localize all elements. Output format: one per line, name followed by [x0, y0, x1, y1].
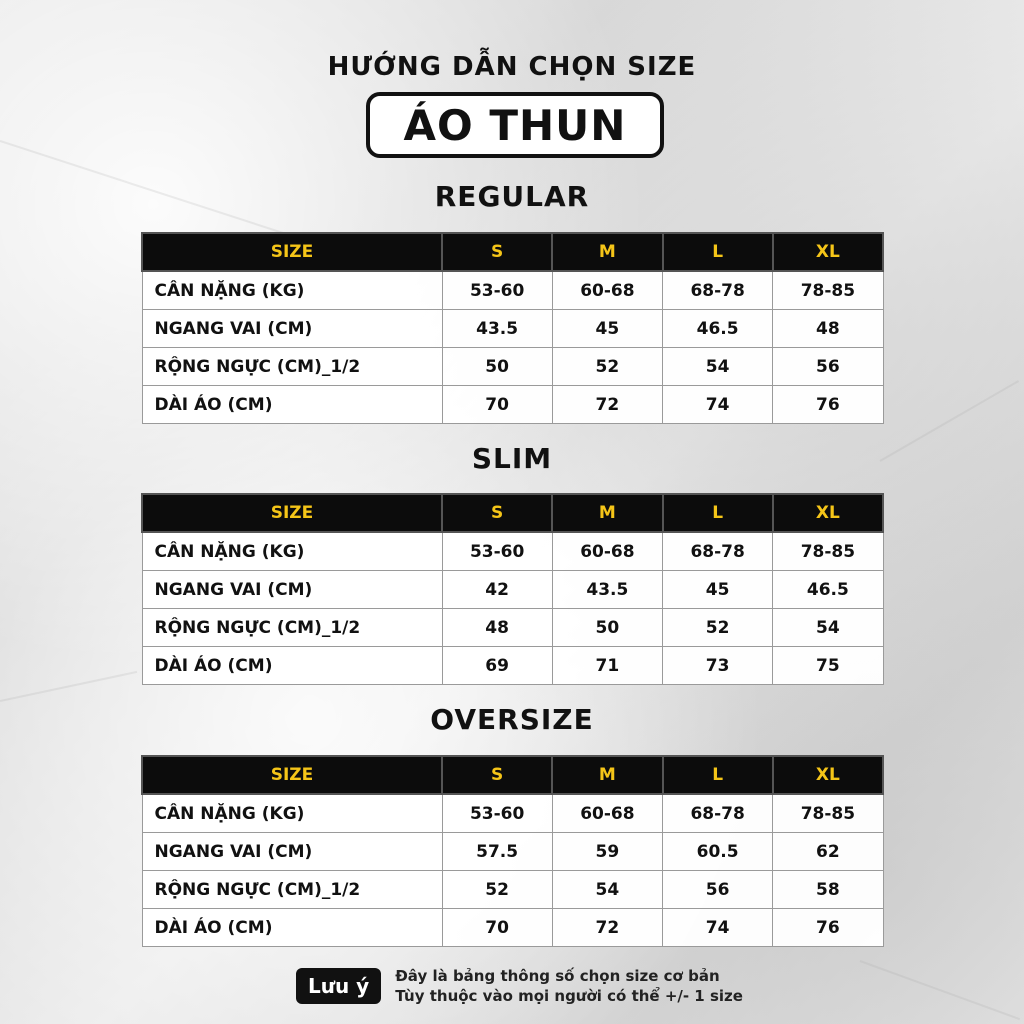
table-row: [142, 794, 883, 833]
table-cell: 43.5: [442, 310, 552, 348]
row-label: DÀI ÁO (CM): [142, 647, 442, 685]
table-cell: 59: [552, 833, 662, 871]
table-cell: 45: [552, 310, 662, 348]
table-header-row: [142, 233, 883, 271]
page-title-box: [366, 92, 664, 158]
table-cell: 58: [773, 871, 883, 909]
size-table-regular: [141, 232, 884, 424]
note-line: Tùy thuộc vào mọi người có thể +/- 1 size: [395, 987, 743, 1005]
table-cell: 74: [663, 386, 773, 424]
row-label: RỘNG NGỰC (CM)_1/2: [142, 871, 442, 909]
row-label: RỘNG NGỰC (CM)_1/2: [142, 348, 442, 386]
table-cell: 52: [552, 348, 662, 386]
column-header: S: [442, 233, 552, 271]
table-cell: 42: [442, 571, 552, 609]
paper-crease: [860, 960, 1020, 1020]
section-title-slim: SLIM: [471, 442, 553, 475]
row-label: RỘNG NGỰC (CM)_1/2: [142, 609, 442, 647]
column-header: L: [663, 233, 773, 271]
column-header: SIZE: [142, 494, 442, 532]
table-cell: 72: [552, 909, 662, 947]
table-cell: 56: [663, 871, 773, 909]
table-header-row: [142, 494, 883, 532]
note: [296, 966, 743, 1006]
table-cell: 74: [663, 909, 773, 947]
table-cell: 68-78: [663, 271, 773, 310]
table-cell: 62: [773, 833, 883, 871]
table-cell: 78-85: [773, 794, 883, 833]
table-cell: 54: [552, 871, 662, 909]
table-cell: 48: [442, 609, 552, 647]
table-row: [142, 348, 883, 386]
table-cell: 70: [442, 386, 552, 424]
table-cell: 53-60: [442, 794, 552, 833]
table-cell: 70: [442, 909, 552, 947]
table-cell: 54: [773, 609, 883, 647]
table-cell: 57.5: [442, 833, 552, 871]
table-cell: 56: [773, 348, 883, 386]
table-cell: 72: [552, 386, 662, 424]
row-label: CÂN NẶNG (KG): [142, 794, 442, 833]
table-cell: 54: [663, 348, 773, 386]
row-label: NGANG VAI (CM): [142, 833, 442, 871]
column-header: M: [552, 233, 662, 271]
row-label: CÂN NẶNG (KG): [142, 532, 442, 571]
row-label: NGANG VAI (CM): [142, 310, 442, 348]
table-row: [142, 871, 883, 909]
table-cell: 53-60: [442, 271, 552, 310]
table-cell: 76: [773, 909, 883, 947]
table-cell: 60-68: [552, 271, 662, 310]
table-row: [142, 532, 883, 571]
column-header: SIZE: [142, 756, 442, 794]
table-cell: 78-85: [773, 271, 883, 310]
table-cell: 46.5: [663, 310, 773, 348]
table-cell: 52: [663, 609, 773, 647]
table-cell: 78-85: [773, 532, 883, 571]
table-cell: 71: [552, 647, 662, 685]
column-header: S: [442, 494, 552, 532]
size-table-slim: [141, 493, 884, 685]
table-cell: 60-68: [552, 794, 662, 833]
table-cell: 68-78: [663, 532, 773, 571]
table-row: [142, 609, 883, 647]
column-header: M: [552, 494, 662, 532]
note-badge: Lưu ý: [296, 968, 381, 1004]
table-cell: 43.5: [552, 571, 662, 609]
note-text: [395, 966, 743, 1006]
row-label: DÀI ÁO (CM): [142, 386, 442, 424]
page-subtitle: HƯỚNG DẪN CHỌN SIZE: [327, 52, 697, 82]
table-row: [142, 386, 883, 424]
section-title-oversize: OVERSIZE: [430, 703, 594, 736]
table-cell: 73: [663, 647, 773, 685]
table-cell: 69: [442, 647, 552, 685]
row-label: DÀI ÁO (CM): [142, 909, 442, 947]
table-row: [142, 571, 883, 609]
table-cell: 75: [773, 647, 883, 685]
table-cell: 50: [552, 609, 662, 647]
column-header: M: [552, 756, 662, 794]
table-row: [142, 647, 883, 685]
page-title: ÁO THUN: [403, 100, 627, 150]
column-header: SIZE: [142, 233, 442, 271]
section-title-regular: REGULAR: [434, 180, 590, 213]
table-row: [142, 909, 883, 947]
table-cell: 52: [442, 871, 552, 909]
row-label: CÂN NẶNG (KG): [142, 271, 442, 310]
paper-crease: [0, 671, 137, 702]
table-cell: 60.5: [663, 833, 773, 871]
table-cell: 50: [442, 348, 552, 386]
table-row: [142, 310, 883, 348]
table-cell: 60-68: [552, 532, 662, 571]
row-label: NGANG VAI (CM): [142, 571, 442, 609]
table-cell: 76: [773, 386, 883, 424]
table-row: [142, 271, 883, 310]
column-header: L: [663, 494, 773, 532]
column-header: S: [442, 756, 552, 794]
table-header-row: [142, 756, 883, 794]
size-table-oversize: [141, 755, 884, 947]
column-header: XL: [773, 756, 883, 794]
note-line: Đây là bảng thông số chọn size cơ bản: [395, 967, 720, 985]
column-header: XL: [773, 233, 883, 271]
table-cell: 68-78: [663, 794, 773, 833]
table-cell: 45: [663, 571, 773, 609]
table-row: [142, 833, 883, 871]
table-cell: 48: [773, 310, 883, 348]
column-header: L: [663, 756, 773, 794]
table-cell: 53-60: [442, 532, 552, 571]
table-cell: 46.5: [773, 571, 883, 609]
column-header: XL: [773, 494, 883, 532]
